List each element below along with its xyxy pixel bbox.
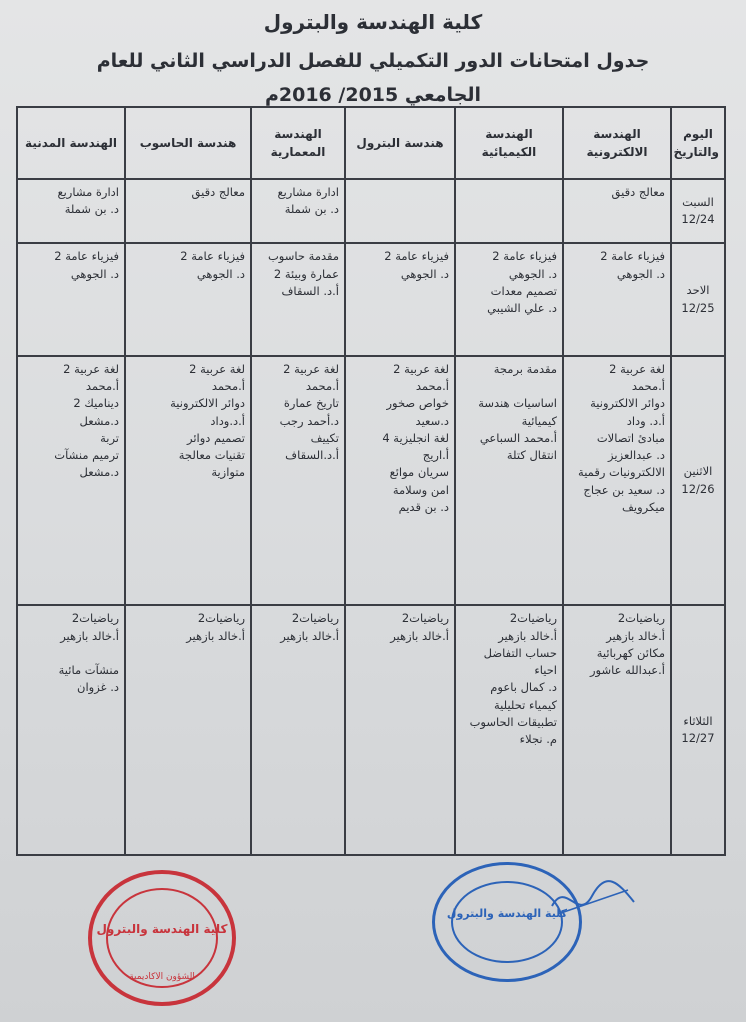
exam-line: لغة عربية 2 <box>189 361 245 376</box>
exam-line: خواص صخور <box>386 396 449 411</box>
exam-line: تصميم دوائر <box>186 430 245 445</box>
exam-line: د. بن شملة <box>64 202 119 217</box>
exam-line: أ.خالد بازهير <box>498 628 557 643</box>
exam-line: د.أحمد رجب <box>279 413 339 428</box>
exam-line: أ.د. السقاف <box>281 283 339 298</box>
exam-line: ادارة مشاريع <box>57 185 119 199</box>
exam-cell <box>345 356 455 606</box>
column-header: الهندسة المدنية <box>17 107 125 179</box>
exam-line: فيزياء عامة 2 <box>492 249 557 264</box>
exam-cell <box>345 179 455 243</box>
exam-line: رياضيات2 <box>291 611 339 626</box>
exam-line: د. بن شملة <box>284 202 339 217</box>
exam-line: أ.د. وداد <box>626 413 665 428</box>
red-official-stamp <box>88 870 236 1006</box>
exam-line: رياضيات2 <box>71 611 119 626</box>
exam-cell <box>17 179 125 243</box>
exam-line: أ.خالد بازهير <box>606 628 665 643</box>
signature-scribble <box>548 872 638 924</box>
column-header: الهندسة الكيميائية <box>455 107 563 179</box>
exam-line: لغة انجليزية 4 <box>382 430 449 445</box>
exam-line: أ.خالد بازهير <box>390 628 449 643</box>
exam-line: أ.د.السقاف <box>285 448 339 463</box>
exam-cell <box>345 243 455 355</box>
exam-line: ديناميك 2 <box>73 396 119 411</box>
day-name: الاحد <box>686 283 710 298</box>
exam-schedule-table <box>16 106 726 856</box>
exam-line: احياء <box>534 663 557 678</box>
exam-cell <box>125 605 251 855</box>
exam-line: فيزياء عامة 2 <box>600 249 665 264</box>
exam-line: ادارة مشاريع <box>277 185 339 199</box>
day-date-cell <box>671 243 725 355</box>
exam-line: أ.محمد <box>631 379 665 394</box>
red-stamp-subtext: الشؤون الاكاديمية <box>129 972 195 982</box>
exam-line: أ.محمد <box>85 379 119 394</box>
table-row <box>17 356 725 606</box>
exam-cell <box>563 356 671 606</box>
column-header: اليوم والتاريخ <box>671 107 725 179</box>
exam-line: أ.خالد بازهير <box>280 628 339 643</box>
exam-line: مكائن كهربائية <box>596 645 665 660</box>
exam-line: فيزياء عامة 2 <box>180 249 245 264</box>
exam-line: معالج دقيق <box>611 185 665 199</box>
exam-line: أ.خالد بازهير <box>186 628 245 643</box>
exam-cell <box>455 356 563 606</box>
exam-line: لغة عربية 2 <box>609 361 665 376</box>
exam-line: ترميم منشآت <box>54 448 119 463</box>
exam-cell <box>455 243 563 355</box>
exam-line: دوائر الالكترونية <box>170 396 245 411</box>
table-header-row <box>17 107 725 179</box>
day-name: الثلاثاء <box>683 713 713 728</box>
blue-stamp-text: كلية الهندسة والبترول <box>446 907 568 920</box>
exam-cell <box>17 605 125 855</box>
exam-date: 12/26 <box>681 481 715 496</box>
exam-cell <box>455 179 563 243</box>
exam-cell <box>563 179 671 243</box>
exam-cell <box>251 356 345 606</box>
exam-line: امن وسلامة <box>392 482 449 497</box>
exam-line: د. الجوهي <box>508 266 557 281</box>
exam-cell <box>563 243 671 355</box>
exam-line: مقدمة برمجة <box>493 361 557 376</box>
column-header: هندسة البترول <box>345 107 455 179</box>
exam-line: د.سعيد <box>415 413 449 428</box>
exam-line: تكييف <box>310 430 339 445</box>
exam-date: 12/25 <box>681 300 715 315</box>
table-row <box>17 243 725 355</box>
column-header: الهندسة المعمارية <box>251 107 345 179</box>
table-row <box>17 179 725 243</box>
schedule-title: جدول امتحانات الدور التكميلي للفصل الدراسي الثاني للعام <box>96 50 650 72</box>
exam-line: د.مشعل <box>79 413 119 428</box>
exam-line: د. الجوهي <box>196 266 245 281</box>
exam-line: حساب التفاضل <box>483 645 557 660</box>
exam-line: مقدمة حاسوب <box>267 249 339 264</box>
day-date-cell <box>671 356 725 606</box>
exam-line: ميكرويف <box>622 499 665 514</box>
exam-line: لغة عربية 2 <box>283 361 339 376</box>
exam-line: د. الجوهي <box>400 266 449 281</box>
exam-line: عمارة وبيئة 2 <box>273 266 339 281</box>
exam-cell <box>345 605 455 855</box>
exam-line: تصميم معدات <box>490 283 557 298</box>
exam-line: معالج دقيق <box>191 185 245 199</box>
exam-line: د. عبدالعزيز <box>608 448 665 463</box>
exam-line: أ.عبدالله عاشور <box>589 663 665 678</box>
exam-line: رياضيات2 <box>509 611 557 626</box>
exam-cell <box>125 356 251 606</box>
red-stamp-text: كلية الهندسة والبترول <box>96 922 228 936</box>
exam-line: د. بن قديم <box>398 499 449 514</box>
exam-line: تقنيات معالجة <box>178 448 245 463</box>
exam-cell <box>455 605 563 855</box>
exam-line: سريان موائع <box>389 465 449 480</box>
exam-line: لغة عربية 2 <box>393 361 449 376</box>
exam-date: 12/27 <box>681 731 715 746</box>
exam-cell <box>125 179 251 243</box>
exam-line: د. سعيد بن عجاج <box>583 482 665 497</box>
column-header: هندسة الحاسوب <box>125 107 251 179</box>
exam-line: فيزياء عامة 2 <box>54 249 119 264</box>
exam-line: أ.محمد <box>415 379 449 394</box>
exam-line: رياضيات2 <box>617 611 665 626</box>
day-date-cell <box>671 605 725 855</box>
exam-line: منشآت مائية <box>58 663 119 678</box>
exam-line: تربة <box>100 430 119 445</box>
day-date-cell <box>671 179 725 243</box>
exam-line: فيزياء عامة 2 <box>384 249 449 264</box>
exam-line: أ.اريج <box>422 448 449 463</box>
exam-line: اساسيات هندسة <box>478 396 557 411</box>
exam-line: كيمياء تحليلية <box>494 697 557 712</box>
exam-line: أ.خالد بازهير <box>60 628 119 643</box>
exam-line: الالكترونيات رقمية <box>578 465 665 480</box>
exam-cell <box>251 179 345 243</box>
exam-line: د. كمال باعوم <box>490 680 557 695</box>
exam-line: مبادئ اتصالات <box>596 430 665 445</box>
day-name: السبت <box>682 194 714 209</box>
exam-line: أ.محمد <box>305 379 339 394</box>
exam-line: د. غزوان <box>77 680 119 695</box>
table-row <box>17 605 725 855</box>
exam-line: تاريخ عمارة <box>283 396 339 411</box>
exam-line: دوائر الالكترونية <box>590 396 665 411</box>
exam-line: رياضيات2 <box>401 611 449 626</box>
exam-line: أ.محمد السباعي <box>479 430 557 445</box>
exam-line: د. علي الشيبي <box>487 301 557 316</box>
exam-line <box>23 645 119 662</box>
document-header <box>0 8 746 106</box>
day-name: الاثنين <box>683 464 713 479</box>
exam-line: د.مشعل <box>79 465 119 480</box>
exam-line: انتقال كتلة <box>506 448 557 463</box>
exam-line: أ.د.وداد <box>210 413 245 428</box>
exam-line: م. نجلاء <box>519 732 557 747</box>
exam-line: رياضيات2 <box>197 611 245 626</box>
exam-cell <box>17 356 125 606</box>
exam-line: أ.محمد <box>211 379 245 394</box>
exam-line: متوازية <box>211 465 245 480</box>
exam-line: د. الجوهي <box>616 266 665 281</box>
exam-line: كيميائية <box>521 413 557 428</box>
exam-cell <box>251 605 345 855</box>
table-body <box>17 179 725 855</box>
exam-cell <box>17 243 125 355</box>
exam-cell <box>563 605 671 855</box>
exam-line: تطبيقات الحاسوب <box>469 714 557 729</box>
faculty-title: كلية الهندسة والبترول <box>263 10 483 34</box>
exam-cell <box>251 243 345 355</box>
exam-date: 12/24 <box>681 212 715 227</box>
exam-line <box>461 378 557 395</box>
exam-line: د. الجوهي <box>70 266 119 281</box>
exam-cell <box>125 243 251 355</box>
academic-year: الجامعي 2015/ 2016م <box>264 84 482 106</box>
column-header: الهندسة الالكترونية <box>563 107 671 179</box>
exam-line: لغة عربية 2 <box>63 361 119 376</box>
